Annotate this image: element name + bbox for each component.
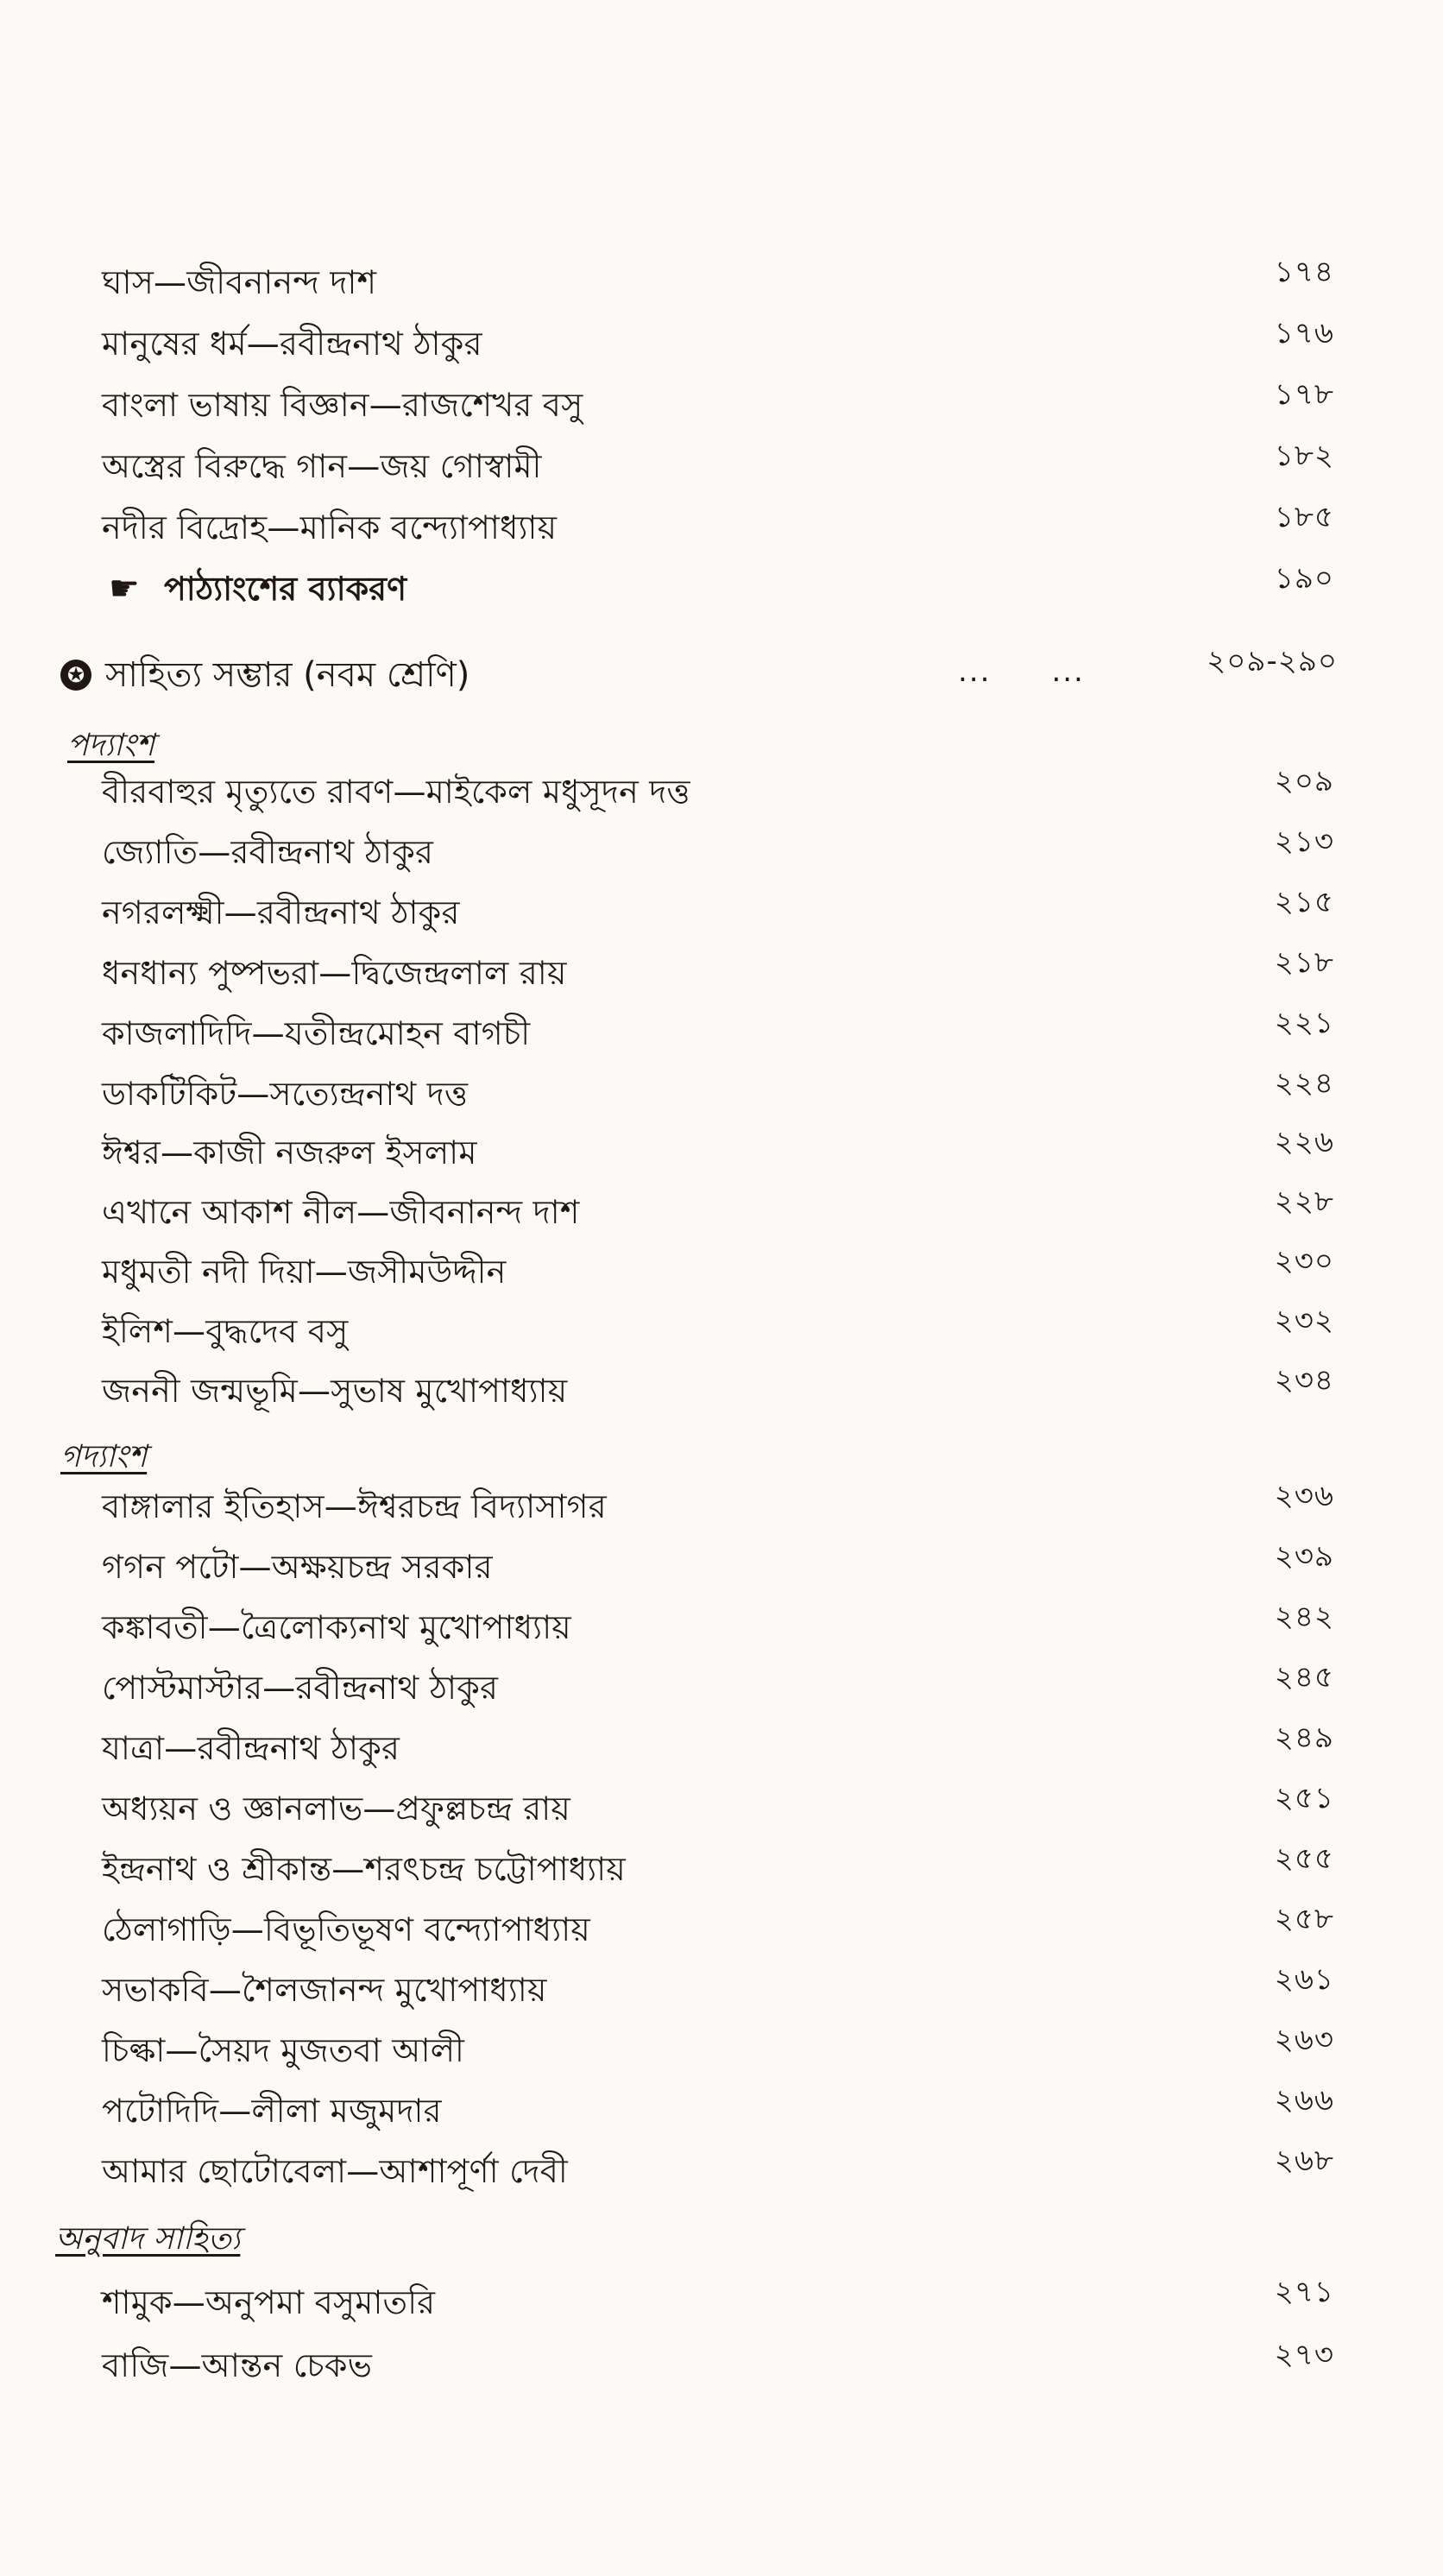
toc-entry	[102, 1481, 1336, 1532]
entry-title: ডাকটিকিট—সত্যেন্দ্রনাথ দত্ত	[102, 1075, 469, 1113]
entry-page: ১৯০	[1274, 561, 1334, 596]
subsection-heading-gadyansh: গদ্যাংশ	[60, 1439, 148, 1474]
section-header	[60, 644, 1338, 703]
entry-page: ১৭৪	[1274, 255, 1334, 289]
toc-entry	[102, 1068, 1336, 1120]
entry-page: ২৩০	[1274, 1244, 1334, 1279]
entry-title: অধ্যয়ন ও জ্ঞানলাভ—প্রফুল্লচন্দ্র রায়	[102, 1790, 570, 1828]
entry-title: এখানে আকাশ নীল—জীবনানন্দ দাশ	[102, 1193, 580, 1231]
toc-entry	[102, 379, 1336, 431]
entry-page: ২৩২	[1274, 1304, 1334, 1338]
toc-entry	[102, 2024, 1336, 2076]
toc-entry	[102, 1843, 1336, 1895]
entry-title: পোস্টমাস্টার—রবীন্দ্রনাথ ঠাকুর	[102, 1669, 499, 1707]
star-circle-icon: ✪	[60, 660, 91, 691]
subsection-heading-anubad: অনুবাদ সাহিত্য	[55, 2221, 241, 2257]
entry-title: শামুক—অনুপমা বসুমাতরি	[102, 2283, 436, 2321]
entry-page: ২৪২	[1274, 1600, 1334, 1634]
toc-entry	[102, 2339, 1336, 2391]
entry-page: ২২৪	[1274, 1066, 1334, 1101]
entry-page: ১৭৮	[1274, 377, 1334, 412]
section-page-range: ২০৯-২৯০	[1207, 644, 1338, 679]
entry-title: ঠেলাগাড়ি—বিভূতিভূষণ বন্দ্যোপাধ্যায়	[102, 1910, 590, 1948]
entry-title: কাজলাদিদি—যতীন্দ্রমোহন বাগচী	[102, 1014, 531, 1052]
toc-entry	[102, 1722, 1336, 1774]
entry-title: মধুমতী নদী দিয়া—জসীমউদ্দীন	[102, 1253, 507, 1291]
toc-entry	[102, 2145, 1336, 2197]
entry-page: ২৫৫	[1274, 1841, 1334, 1876]
entry-title: মানুষের ধর্ম—রবীন্দ্রনাথ ঠাকুর	[102, 325, 482, 363]
entry-page: ২৭৩	[1274, 2338, 1334, 2372]
toc-entry	[102, 2276, 1336, 2328]
toc-entry	[102, 1246, 1336, 1297]
entry-page: ২৭১	[1274, 2275, 1334, 2309]
entry-page: ২৩৯	[1274, 1539, 1334, 1574]
entry-page: ২৪৯	[1274, 1720, 1334, 1755]
entry-title: কঙ্কাবতী—ত্রৈলোক্যনাথ মুখোপাধ্যায়	[102, 1608, 571, 1646]
entry-page: ২৬১	[1274, 1962, 1334, 1997]
pointing-hand-icon: ☛	[109, 569, 140, 609]
entry-page: ২৩৪	[1274, 1363, 1334, 1398]
toc-entry	[102, 440, 1336, 492]
entry-title: চিল্কা—সৈয়দ মুজতবা আলী	[102, 2031, 465, 2069]
leader-dots: ... ...	[958, 654, 1085, 689]
entry-page: ১৮২	[1274, 439, 1334, 473]
toc-entry	[102, 1601, 1336, 1653]
toc-entry	[102, 2085, 1336, 2137]
entry-title: পটোদিদি—লীলা মজুমদার	[102, 2092, 442, 2130]
toc-entry	[102, 826, 1336, 878]
entry-title: জ্যোতি—রবীন্দ্রনাথ ঠাকুর	[102, 833, 434, 871]
entry-page: ২৫৮	[1274, 1902, 1334, 1936]
toc-entry	[102, 947, 1336, 999]
entry-title: বাঙ্গালার ইতিহাস—ঈশ্বরচন্দ্র বিদ্যাসাগর	[102, 1487, 607, 1525]
toc-entry	[102, 502, 1336, 553]
toc-entry	[102, 256, 1336, 308]
entry-title: বীরবাহুর মৃত্যুতে রাবণ—মাইকেল মধুসূদন দত্ত	[102, 773, 690, 811]
entry-title: ঈশ্বর—কাজী নজরুল ইসলাম	[102, 1133, 477, 1171]
grammar-entry	[109, 563, 1334, 615]
entry-page: ২১৫	[1274, 885, 1334, 919]
entry-title: ইলিশ—বুদ্ধদেব বসু	[102, 1312, 349, 1350]
entry-page: ২২১	[1274, 1006, 1334, 1040]
entry-title: ইন্দ্রনাথ ও শ্রীকান্ত—শরৎচন্দ্র চট্টোপাধ্যায়	[102, 1850, 626, 1888]
entry-page: ২১৩	[1274, 824, 1334, 859]
entry-title: ধনধান্য পুষ্পভরা—দ্বিজেন্দ্রলাল রায়	[102, 954, 567, 992]
entry-page: ২২৬	[1274, 1125, 1334, 1159]
toc-entry	[102, 1662, 1336, 1714]
entry-title: নদীর বিদ্রোহ—মানিক বন্দ্যোপাধ্যায়	[102, 508, 558, 546]
entry-page: ২৬৬	[1274, 2083, 1334, 2118]
entry-page: ২৩৬	[1274, 1479, 1334, 1513]
entry-page: ২৬৩	[1274, 2023, 1334, 2057]
entry-title: আমার ছোটোবেলা—আশাপূর্ণা দেবী	[102, 2152, 568, 2190]
entry-title: সভাকবি—শৈলজানন্দ মুখোপাধ্যায়	[102, 1971, 547, 2009]
toc-entry	[102, 1783, 1336, 1834]
entry-page: ২০৯	[1274, 764, 1334, 799]
entry-page: ২৪৫	[1274, 1660, 1334, 1695]
toc-entry	[102, 1007, 1336, 1059]
entry-page: ২২৮	[1274, 1184, 1334, 1219]
toc-entry	[102, 1904, 1336, 1955]
toc-entry	[102, 1365, 1336, 1417]
toc-entry	[102, 1186, 1336, 1238]
entry-title: ঘাস—জীবনানন্দ দাশ	[102, 263, 377, 301]
toc-entry	[102, 887, 1336, 938]
entry-title: পাঠ্যাংশের ব্যাকরণ	[164, 570, 407, 608]
toc-entry	[102, 1305, 1336, 1357]
entry-page: ১৭৬	[1274, 316, 1334, 350]
toc-entry	[102, 318, 1336, 369]
entry-page: ২১৮	[1274, 945, 1334, 980]
entry-title: বাজি—আন্তন চেকভ	[102, 2346, 373, 2384]
entry-title: গগন পটো—অক্ষয়চন্দ্র সরকার	[102, 1548, 493, 1586]
toc-entry	[102, 1127, 1336, 1178]
entry-title: যাত্রা—রবীন্দ্রনাথ ঠাকুর	[102, 1729, 400, 1767]
entry-title: জননী জন্মভূমি—সুভাষ মুখোপাধ্যায়	[102, 1372, 568, 1410]
section-title: সাহিত্য সম্ভার (নবম শ্রেণি)	[105, 655, 470, 695]
entry-title: অস্ত্রের বিরুদ্ধে গান—জয় গোস্বামী	[102, 447, 542, 485]
entry-page: ১৮৫	[1274, 500, 1334, 534]
entry-title: বাংলা ভাষায় বিজ্ঞান—রাজশেখর বসু	[102, 386, 583, 424]
toc-entry	[102, 766, 1336, 818]
entry-page: ২৬৮	[1274, 2144, 1334, 2178]
toc-entry	[102, 1964, 1336, 2016]
toc-entry	[102, 1541, 1336, 1593]
subsection-heading-padyansh: পদ্যাংশ	[67, 728, 155, 763]
entry-title: নগরলক্ষ্মী—রবীন্দ্রনাথ ঠাকুর	[102, 893, 460, 931]
entry-page: ২৫১	[1274, 1781, 1334, 1815]
